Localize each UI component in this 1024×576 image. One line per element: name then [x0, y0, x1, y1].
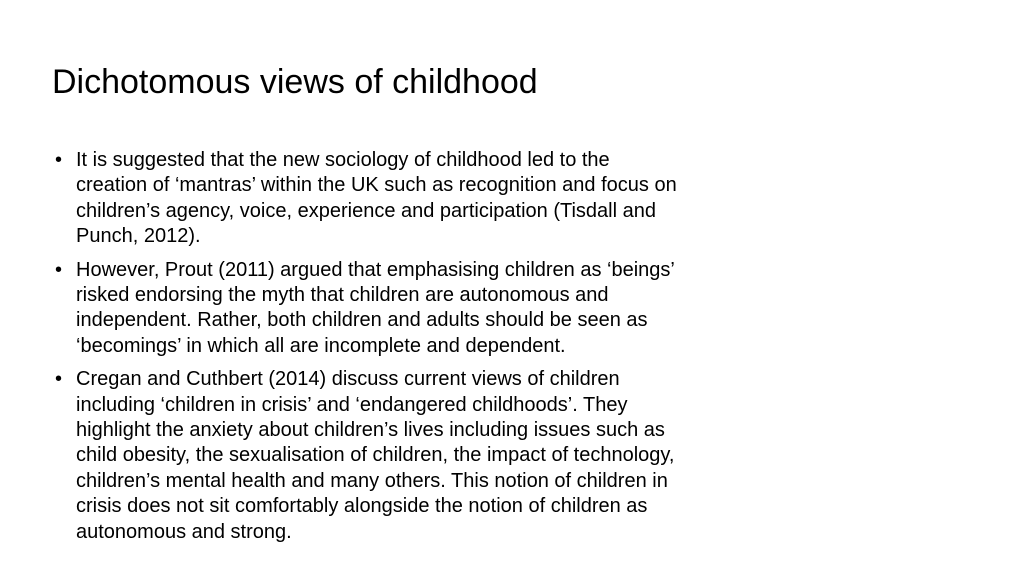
bullet-item: [55, 367, 785, 545]
bullet-text-line: highlight the anxiety about children’s lives including issues such as: [76, 419, 665, 442]
bullet-item: [55, 148, 785, 250]
bullet-text-line: Cregan and Cuthbert (2014) discuss current views of children: [76, 368, 620, 391]
bullet-text-line: children’s agency, voice, experience and participation (Tisdall and: [76, 199, 656, 222]
slide-title: Dichotomous views of childhood: [52, 63, 538, 101]
bullet-dot-icon: •: [55, 368, 63, 391]
bullet-item: [55, 258, 785, 360]
bullet-text-line: However, Prout (2011) argued that emphasising children as ‘beings’: [76, 258, 675, 281]
bullet-text-line: autonomous and strong.: [76, 520, 292, 543]
bullet-text-line: Punch, 2012).: [76, 225, 201, 248]
bullet-dot-icon: •: [55, 149, 63, 171]
bullet-text-line: risked endorsing the myth that children are autonomous and: [76, 284, 609, 307]
bullet-text-line: independent. Rather, both children and adults should be seen as: [76, 309, 648, 332]
bullet-text-line: creation of ‘mantras’ within the UK such as recognition and focus on: [76, 174, 677, 197]
bullet-text-line: children’s mental health and many others. This notion of children in: [76, 469, 668, 492]
bullet-text-line: ‘becomings’ in which all are incomplete and dependent.: [76, 334, 566, 357]
bullet-text-line: crisis does not sit comfortably alongside the notion of children as: [76, 495, 648, 518]
bullet-dot-icon: •: [55, 258, 63, 281]
bullet-text-line: including ‘children in crisis’ and ‘endangered childhoods’. They: [76, 393, 628, 416]
bullet-list: [55, 148, 785, 553]
bullet-text-line: child obesity, the sexualisation of children, the impact of technology,: [76, 444, 675, 467]
bullet-text-line: It is suggested that the new sociology of childhood led to the: [76, 149, 610, 171]
